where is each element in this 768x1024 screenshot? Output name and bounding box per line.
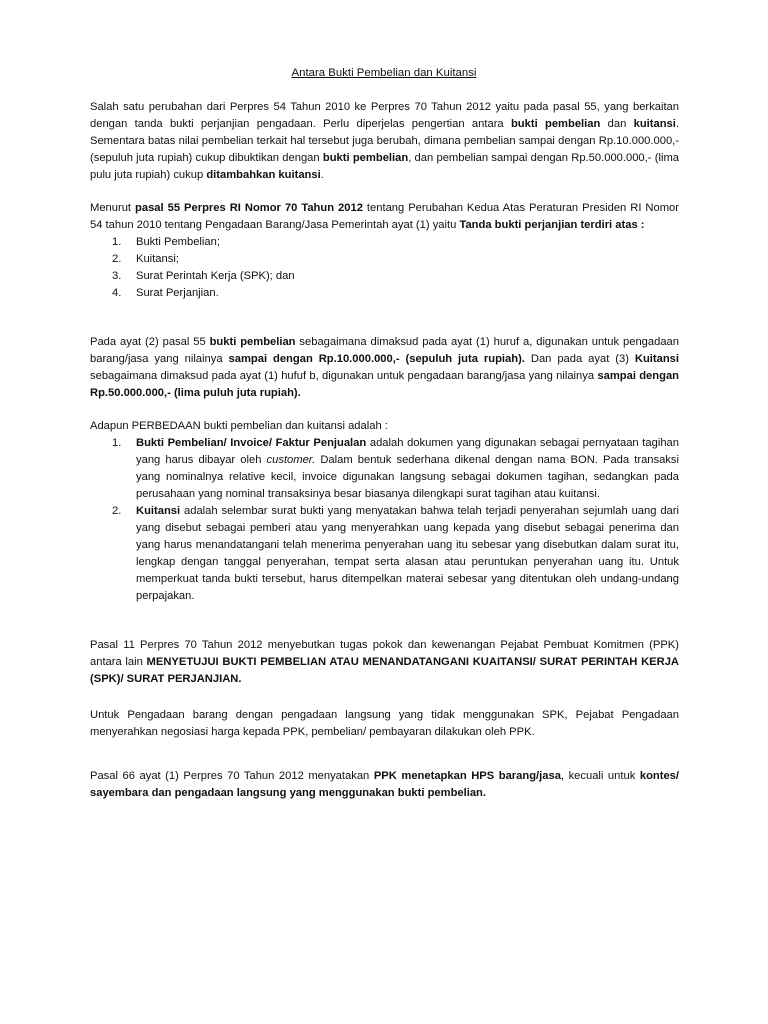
paragraph-2 <box>90 200 679 302</box>
p1-text: dan <box>600 118 634 130</box>
list-perbedaan <box>90 435 679 605</box>
p1-text: Salah satu perubahan dari Perpres 54 Tahun 2010 ke Perpres 70 Tahun 2012 yaitu pada pasal 55, yang berkaitan dengan tanda bukti perjanjian pengadaan. Perlu diperjelas pengertian antara <box>90 101 679 130</box>
list-item: 1. Bukti Pembelian/ Invoice/ Faktur Penjualan adalah dokumen yang digunakan sebagai pernyataan tagihan yang harus dibayar oleh customer. Dalam bentuk sederhana dikenal dengan nama BON. Pada transaksi yang nominalnya relative kecil, invoice digunakan langsung sebagai dokumen tagihan, sedangkan pada perusahaan yang nominal transaksinya besar biasanya dilengkapi surat tagihan atau kuitansi. <box>112 437 680 500</box>
list-item: 1. Bukti Pembelian; <box>112 236 220 248</box>
list-item: 3. Surat Perintah Kerja (SPK); dan <box>112 270 295 282</box>
paragraph-1 <box>90 99 679 184</box>
p2-text: tentang Perubahan Kedua Atas Peraturan Presiden RI Nomor 54 tahun 2010 tentang Pengadaan Barang/Jasa Pemerintah ayat (1) yaitu <box>90 202 679 231</box>
paragraph-7: Pasal 66 ayat (1) Perpres 70 Tahun 2012 menyatakan PPK menetapkan HPS barang/jasa, kecuali untuk kontes/ sayembara dan pengadaan langsung yang menggunakan bukti pembelian. <box>90 770 680 799</box>
p1-text: , dan pembelian sampai dengan Rp.50.000.000,- (lima pulu juta rupiah) cukup <box>90 152 679 181</box>
list-item: 2. Kuitansi adalah selembar surat bukti yang menyatakan bahwa telah terjadi penyerahan sejumlah uang dari yang disebut sebagai pemberi atau yang menyerahkan uang kepada yang disebut sebagai penerima dan yang harus menandatangani telah menerima penyerahan uang itu sebesar yang disebutkan dalam surat itu, lengkap dengan tanggal penyerahan, tempat serta alasan atau peruntukan penyerahan uang itu. Untuk memperkuat tanda bukti tersebut, harus ditempelkan materai sebesar yang ditentukan oleh undang-undang perpajakan. <box>112 505 679 602</box>
p2-text: Menurut <box>90 202 136 214</box>
p1-bold-ditambahkan: ditambahkan kuitansi <box>206 169 321 181</box>
document-title: Antara Bukti Pembelian dan Kuitansi <box>291 67 477 79</box>
paragraph-6: Untuk Pengadaan barang dengan pengadaan langsung yang tidak menggunakan SPK, Pejabat Pengadaan menyerahkan negosiasi harga kepada PPK, pembelian/ pembayaran dilakukan oleh PPK. <box>90 709 679 738</box>
p1-text: . <box>320 169 324 181</box>
list-tanda-bukti <box>90 234 679 302</box>
p2-bold-pasal: pasal 55 Perpres RI Nomor 70 Tahun 2012 <box>135 202 363 214</box>
p1-text: . Sementara batas nilai pembelian terkait hal tersebut juga berubah, dimana pembelian sampai dengan Rp.10.000.000,- (sepuluh juta rupiah) cukup dibuktikan dengan <box>90 118 679 164</box>
paragraph-4: Adapun PERBEDAAN bukti pembelian dan kuitansi adalah : 1. Bukti Pembelian/ Invoice/ Faktur Penjualan adalah dokumen yang digunakan sebagai pernyataan tagihan yang harus dibayar oleh customer. Dalam bentuk sederhana dikenal dengan nama BON. Pada transaksi yang nominalnya relative kecil, invoice digunakan langsung sebagai dokumen tagihan, sedangkan pada perusahaan yang nominal transaksinya besar biasanya dilengkapi surat tagihan atau kuitansi. 2. Kuitansi adalah selembar surat bukti yang menyatakan bahwa telah terjadi penyerahan sejumlah uang dari yang disebut sebagai pemberi atau yang menyerahkan uang kepada yang disebut sebagai penerima dan yang harus menandatangani telah menerima penyerahan uang itu sebesar yang disebutkan dalam surat itu, lengkap dengan tanggal penyerahan, tempat serta alasan atau peruntukan penyerahan uang itu. Untuk memperkuat tanda bukti tersebut, harus ditempelkan materai sebesar yang ditentukan oleh undang-undang perpajakan. <box>90 418 679 605</box>
paragraph-5: Pasal 11 Perpres 70 Tahun 2012 menyebutkan tugas pokok dan kewenangan Pejabat Pembuat Komitmen (PPK) antara lain MENYETUJUI BUKTI PEMBELIAN ATAU MENANDATANGANI KUAITANSI/ SURAT PERINTAH KERJA (SPK)/ SURAT PERJANJIAN. <box>90 639 679 685</box>
list-item: 4. Surat Perjanjian. <box>112 287 219 299</box>
paragraph-3: Pada ayat (2) pasal 55 bukti pembelian sebagaimana dimaksud pada ayat (1) huruf a, digunakan untuk pengadaan barang/jasa yang nilainya sampai dengan Rp.10.000.000,- (sepuluh juta rupiah). Dan pada ayat (3) Kuitansi sebagaimana dimaksud pada ayat (1) hufuf b, digunakan untuk pengadaan barang/jasa yang nilainya sampai dengan Rp.50.000.000,- (lima puluh juta rupiah). <box>90 336 679 399</box>
p1-bold-kuitansi: kuitansi <box>633 118 676 130</box>
p1-bold-bukti: bukti pembelian <box>510 118 601 130</box>
p2-bold-tanda-bukti: Tanda bukti perjanjian terdiri atas : <box>459 219 645 231</box>
p1-bold-bukti: bukti pembelian <box>322 152 409 164</box>
list-item: 2. Kuitansi; <box>112 253 179 265</box>
